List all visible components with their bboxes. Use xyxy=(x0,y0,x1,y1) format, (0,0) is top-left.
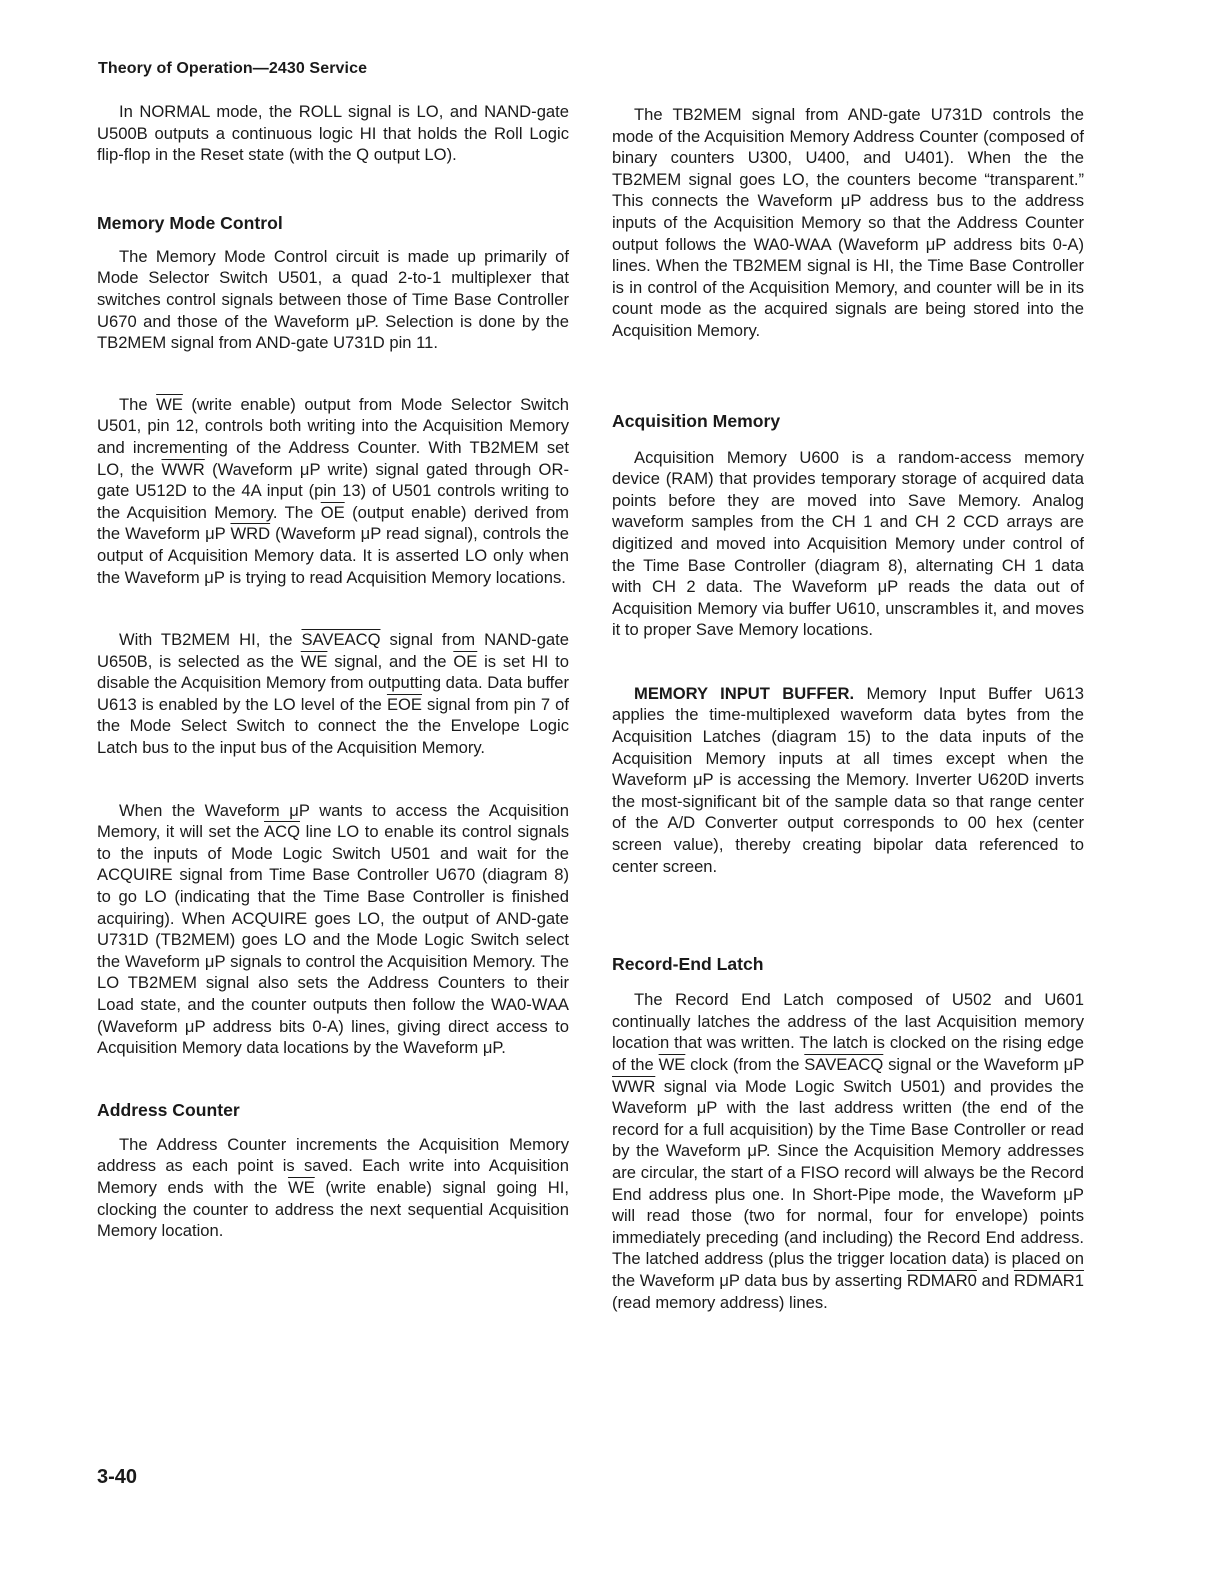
paragraph-record-end-latch: The Record End Latch composed of U502 and U601 continually latches the address of the last Acquisition memory location that was written. The latch is clocked on the rising edge of the $\overline{WE}$ clock (from the SAVEACQ signal or the Waveform μP $\overline{WWR}$ signal via Mode Logic Switch U501) and provides the Waveform μP with the last address written (the end of the record for a full acquisition) by the Time Base Controller or read by the Waveform μP. Since the Acquisition Memory addresses are circular, the start of a FISO record will always be the Record End address plus one. In Short-Pipe mode, the Waveform μP will read those (two for normal, four for envelope) points immediately preceding (and including) the Record End address. The latched address (plus the trigger location data) is placed on the Waveform μP data bus by asserting RDMAR0 and RDMAR1 (read memory address) lines. xyxy=(612,990,1085,1312)
paragraph-tb2mem-signal: The TB2MEM signal from AND-gate U731D controls the mode of the Acquisition Memory Address Counter (composed of binary counters U300, U400, and U401). When the the TB2MEM signal goes LO, the counters become “transparent.” This connects the Waveform μP address bus to the address inputs of the Acquisition Memory so that the Address Counter output follows the WA0-WAA (Waveform μP address bits 0-A) lines. When the TB2MEM signal is HI, the Time Base Controller is in control of the Acquisition Memory, and counter will be in its count mode as the acquired signals are being stored into the Acquisition Memory. xyxy=(612,105,1084,340)
right-column xyxy=(612,100,1084,1313)
paragraph-memory-input-buffer: MEMORY INPUT BUFFER. Memory Input Buffer U613 applies the time-multiplexed waveform data bytes from the Acquisition Latches (diagram 15) to the data inputs of the Acquisition Memory inputs at all times except when the Waveform μP is accessing the Memory. Inverter U620D inverts the most-significant bit of the sample data so that range center of the A/D Converter output corresponds to 00 hex (center screen value), thereby creating bipolar data referenced to center screen. xyxy=(612,683,1084,876)
running-head: Theory of Operation—2430 Service xyxy=(98,60,368,77)
signal-oe: $\overline{OE}$ xyxy=(453,651,478,671)
memory-input-buffer-lead: MEMORY INPUT BUFFER. xyxy=(634,683,855,703)
paragraph-tb2mem-hi: With TB2MEM HI, the SAVEACQ signal from NAND-gate U650B, is selected as the $\overline{WE}$ signal, and the $\overline{OE}$ is set HI to disable the Acquisition Memory from outputting data. Data buffer U613 is enabled by the LO level of the $\overline{EOE}$ signal from pin 7 of the Mode Select Switch to connect the the Envelope Logic Latch bus to the input bus of the Acquisition Memory. xyxy=(97,630,570,758)
signal-rdmar1: RDMAR1 xyxy=(1013,1270,1084,1290)
signal-oe: $\overline{OE}$ xyxy=(320,502,345,522)
signal-we: $\overline{WE}$ xyxy=(288,1177,315,1197)
signal-we: $\overline{WE}$ xyxy=(156,394,183,414)
heading-acquisition-memory: Acquisition Memory xyxy=(612,410,781,431)
signal-we: $\overline{WE}$ xyxy=(300,651,328,671)
signal-wrd: $\overline{WRD}$ xyxy=(230,524,271,544)
page-number: 3-40 xyxy=(97,1466,138,1488)
signal-acq: $\overline{ACQ}$ xyxy=(264,822,300,842)
heading-memory-mode-control: Memory Mode Control xyxy=(97,212,283,233)
signal-rdmar0: RDMAR0 xyxy=(906,1270,977,1290)
paragraph-normal-mode: In NORMAL mode, the ROLL signal is LO, and NAND-gate U500B outputs a continuous logic HI that holds the Roll Logic flip-flop in the Reset state (with the Q output LO). xyxy=(97,102,569,165)
signal-saveacq: SAVEACQ xyxy=(301,630,381,650)
signal-wwr: $\overline{WWR}$ xyxy=(612,1076,656,1096)
heading-record-end-latch: Record-End Latch xyxy=(612,954,764,975)
paragraph-write-enable: The $\overline{WE}$ (write enable) output from Mode Selector Switch U501, pin 12, controls both writing into the Acquisition Memory and incrementing of the Address Counter. With TB2MEM set LO, the $\overline{WWR}$ (Waveform μP write) signal gated through OR-gate U512D to the 4A input (pin 13) of U501 controls writing to the Acquisition Memory. The $\overline{OE}$ (output enable) derived from the Waveform μP $\overline{WRD}$ (Waveform μP read signal), controls the output of Acquisition Memory data. It is asserted LO only when the Waveform μP is trying to read Acquisition Memory locations. xyxy=(97,394,569,587)
paragraph-waveform-access: When the Waveform μP wants to access the Acquisition Memory, it will set the $\overline{ACQ}$ line LO to enable its control signals to the inputs of Mode Logic Switch U501 and wait for the ACQUIRE signal from Time Base Controller U670 (diagram 8) to go LO (indicating that the Time Base Controller is finished acquiring). When ACQUIRE goes LO, the output of AND-gate U731D (TB2MEM) goes LO and the Mode Logic Switch select the Waveform μP signals to control the Acquisition Memory. The LO TB2MEM signal also sets the Address Counters to their Load state, and the counter outputs then follow the WA0-WAA (Waveform μP address bits 0-A) lines, giving direct access to Acquisition Memory data locations by the Waveform μP. xyxy=(97,800,569,1058)
signal-eoe: $\overline{EOE}$ xyxy=(386,694,422,714)
paragraph-address-counter: The Address Counter increments the Acquisition Memory address as each point is saved. Each write into Acquisition Memory ends with the $\overline{WE}$ (write enable) signal going HI, clocking the counter to address the next sequential Acquisition Memory location. xyxy=(97,1134,569,1241)
paragraph-acquisition-memory: Acquisition Memory U600 is a random-access memory device (RAM) that provides temporary storage of acquired data points before they are moved into Save Memory. Analog waveform samples from the CH 1 and CH 2 CCD arrays are digitized and moved into Acquisition Memory under control of the Time Base Controller (diagram 8), alternating CH 1 data with CH 2 data. The Waveform μP reads the data out of Acquisition Memory via buffer U610, unscrambles it, and moves it to proper Save Memory locations. xyxy=(612,447,1084,640)
signal-wwr: $\overline{WWR}$ xyxy=(161,459,205,479)
heading-address-counter: Address Counter xyxy=(97,1099,240,1120)
paragraph-memory-mode-control: The Memory Mode Control circuit is made up primarily of Mode Selector Switch U501, a quad 2-to-1 multiplexer that switches control signals between those of Time Base Controller U670 and those of the Waveform μP. Selection is done by the TB2MEM signal from AND-gate U731D pin 11. xyxy=(97,246,569,353)
signal-saveacq: SAVEACQ xyxy=(804,1055,884,1074)
signal-we: $\overline{WE}$ xyxy=(658,1055,686,1074)
left-column xyxy=(97,100,569,1242)
